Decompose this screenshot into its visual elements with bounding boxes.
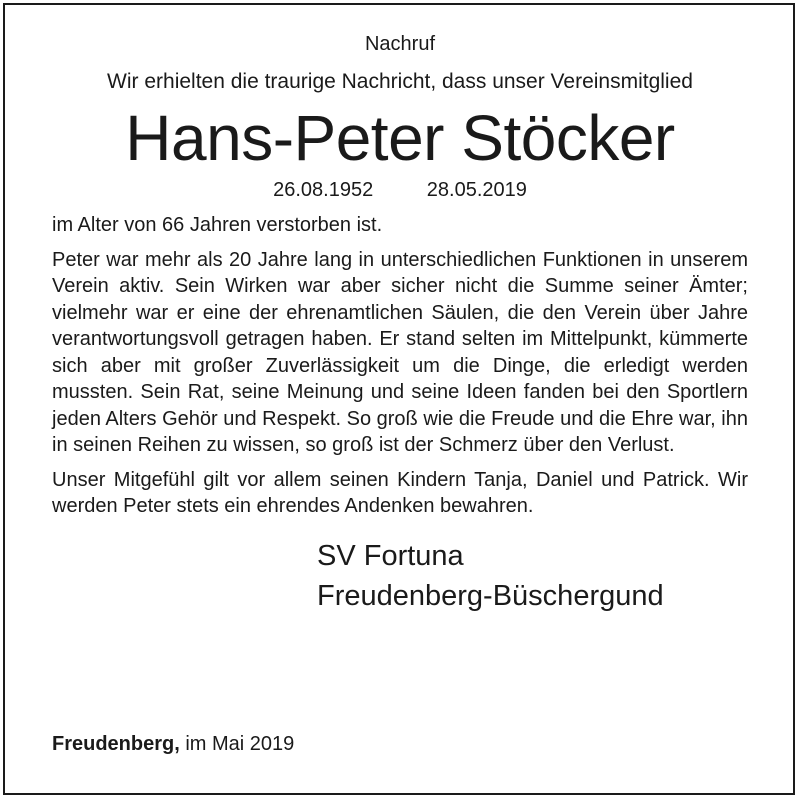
place-date	[52, 733, 294, 756]
intro-line: Wir erhielten die traurige Nachricht, dass unser Vereinsmitglied	[107, 70, 693, 93]
date-line: im Mai 2019	[179, 733, 295, 755]
obituary-notice	[52, 30, 748, 616]
signature-line-2: Freudenberg-Büschergund	[317, 579, 664, 612]
signature-line-1: SV Fortuna	[317, 539, 464, 572]
main-paragraph: Peter war mehr als 20 Jahre lang in unterschiedlichen Funktionen in unserem Verein aktiv. Sein Wirken war aber sicher nicht die Summe seiner Ämter; vielmehr war er eine der ehrenamtlichen Säulen, die den Verein über Jahre verantwortungsvoll getragen haben. Er stand selten im Mittelpunkt, kümmerte sich aber mit großer Zuverlässigkeit um die Dinge, die erledigt werden mussten. Sein Rat, seine Meinung und seine Ideen fanden bei den Sportlern jeden Alters Gehör und Respekt. So groß wie die Freude und die Ehre war, ihn in seinen Reihen zu wissen, so groß ist der Schmerz über den Verlust.	[52, 248, 748, 456]
club-signature	[317, 536, 748, 616]
place-name: Freudenberg,	[52, 733, 180, 755]
birth-date: 26.08.1952	[273, 179, 374, 201]
life-dates	[52, 176, 748, 204]
deceased-name: Hans-Peter Stöcker	[125, 102, 675, 174]
notice-heading: Nachruf	[364, 33, 436, 55]
age-line: im Alter von 66 Jahren verstorben ist.	[52, 214, 383, 236]
condolence-paragraph: Unser Mitgefühl gilt vor allem seinen Kindern Tanja, Daniel und Patrick. Wir werden Peter stets ein ehrendes Andenken bewahren.	[52, 468, 748, 517]
death-date: 28.05.2019	[426, 179, 527, 201]
